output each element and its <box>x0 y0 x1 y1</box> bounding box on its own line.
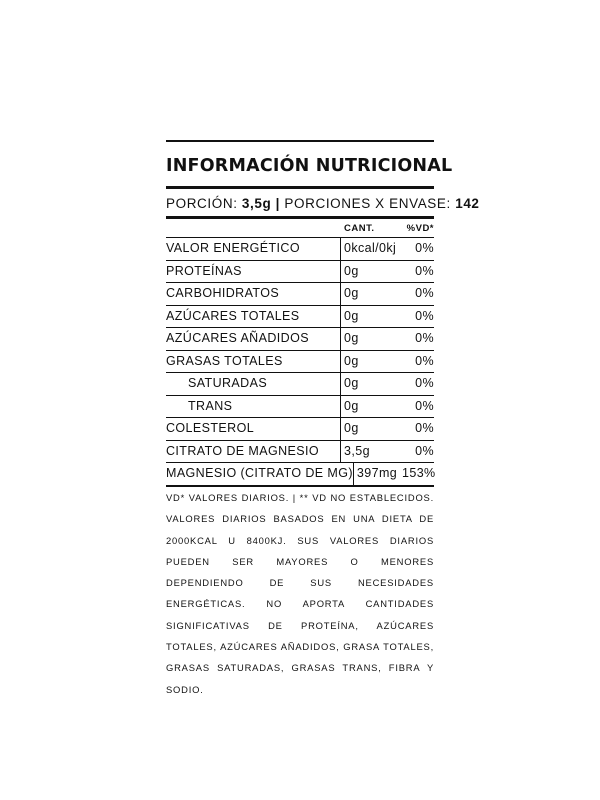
table-row <box>166 418 434 441</box>
servings-count: 142 <box>455 196 480 211</box>
footnote: VD* VALORES DIARIOS. | ** VD NO ESTABLECIDOS. VALORES DIARIOS BASADOS EN UNA DIETA DE 2000KCAL U 8400KJ. SUS VALORES DIARIOS PUEDEN SER MAYORES O MENORES DEPENDIENDO DE SUS NECESIDADES ENERGÉTICAS. NO APORTA CANTIDADES SIGNIFICATIVAS DE PROTEÍNA, AZÚCARES TOTALES, AZÚCARES AÑADIDOS, GRASA TOTALES, GRASAS SATURADAS, GRASAS TRANS, FIBRA Y SODIO. <box>166 492 434 695</box>
panel-title: INFORMACIÓN NUTRICIONAL <box>166 156 453 176</box>
nutrient-name: SATURADAS <box>188 376 268 390</box>
nutrient-name: COLESTEROL <box>166 421 255 435</box>
table-row <box>166 373 434 396</box>
table-row <box>166 238 434 261</box>
table-row <box>166 328 434 351</box>
nutrient-name: AZÚCARES AÑADIDOS <box>166 331 309 345</box>
nutrient-dv: 0% <box>415 286 434 300</box>
table-header <box>166 219 434 238</box>
table-row <box>166 441 434 464</box>
nutrient-dv: 0% <box>415 331 434 345</box>
nutrient-dv: 0% <box>415 376 434 390</box>
table-row <box>166 463 434 487</box>
nutrient-name: MAGNESIO (CITRATO DE MG) <box>166 466 353 480</box>
nutrient-amount: 0g <box>340 396 402 418</box>
header-dv: %VD* <box>406 223 434 234</box>
portion-separator: | <box>271 196 285 211</box>
table-row <box>166 306 434 329</box>
nutrient-amount: 0kcal/0kj <box>340 238 402 260</box>
portion-size: 3,5g <box>241 196 272 211</box>
nutrient-dv: 0% <box>415 421 434 435</box>
nutrient-amount: 0g <box>340 373 402 395</box>
portion-line <box>166 189 480 216</box>
nutrient-dv: 0% <box>415 398 434 413</box>
nutrient-name: CARBOHIDRATOS <box>166 286 280 300</box>
nutrient-name: PROTEÍNAS <box>166 263 242 278</box>
nutrient-amount: 397mg <box>353 463 402 485</box>
nutrient-dv: 0% <box>415 353 434 368</box>
nutrient-amount: 0g <box>340 351 402 373</box>
table-row <box>166 283 434 306</box>
nutrient-name: GRASAS TOTALES <box>166 353 283 368</box>
nutrient-amount: 0g <box>340 283 402 305</box>
nutrient-name: TRANS <box>188 398 233 413</box>
nutrient-dv: 0% <box>415 308 434 323</box>
nutrient-name: AZÚCARES TOTALES <box>166 308 300 323</box>
nutrient-amount: 0g <box>340 261 402 283</box>
nutrition-facts-panel <box>166 140 480 487</box>
nutrient-name: VALOR ENERGÉTICO <box>166 241 300 255</box>
nutrient-dv: 0% <box>415 241 434 255</box>
nutrient-dv: 153% <box>402 466 436 480</box>
table-row <box>166 261 434 284</box>
nutrient-amount: 0g <box>340 328 402 350</box>
nutrient-dv: 0% <box>415 263 434 278</box>
table-row <box>166 351 434 374</box>
header-amount: CANT. <box>344 223 375 234</box>
table-row <box>166 396 434 419</box>
nutrient-dv: 0% <box>415 443 434 458</box>
nutrient-amount: 0g <box>340 306 402 328</box>
header-spacer <box>166 223 341 234</box>
top-rule <box>166 140 434 142</box>
nutrient-name: CITRATO DE MAGNESIO <box>166 443 319 458</box>
nutrient-table <box>166 238 434 487</box>
servings-label: PORCIONES X ENVASE: <box>284 196 456 211</box>
nutrient-amount: 0g <box>340 418 402 440</box>
nutrient-amount: 3,5g <box>340 441 402 463</box>
portion-label: PORCIÓN: <box>166 196 242 211</box>
